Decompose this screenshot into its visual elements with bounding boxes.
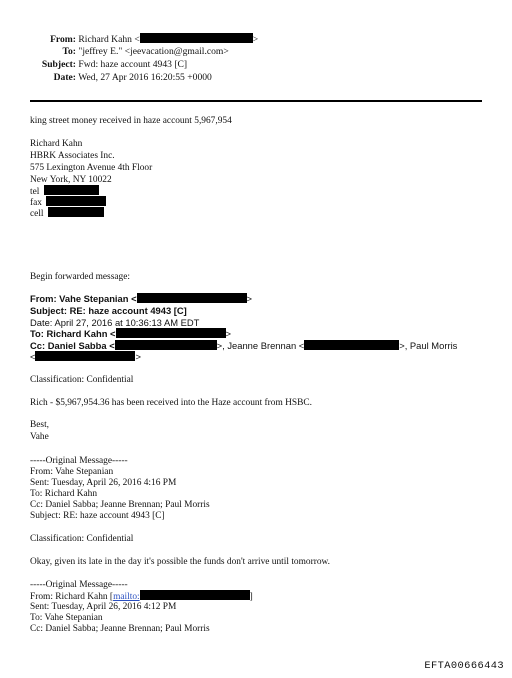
fwd-closing: Best, — [30, 420, 50, 430]
fwd-cc-mid2: >, Paul Morris — [399, 340, 458, 351]
signature-address2: New York, NY 10022 — [30, 175, 112, 185]
redaction-box — [137, 293, 247, 303]
orig2-cc: Cc: Daniel Sabba; Jeanne Brennan; Paul Morris — [30, 624, 210, 634]
signature-cell-label: cell — [30, 209, 44, 219]
signature-company: HBRK Associates Inc. — [30, 151, 115, 161]
fwd-cc-mid1: >, Jeanne Brennan < — [216, 340, 305, 351]
fwd-from-line — [30, 293, 252, 304]
fwd-from-close: > — [246, 293, 253, 304]
signature-cell — [30, 207, 104, 220]
forwarded-label: Begin forwarded message: — [30, 272, 130, 282]
redaction-box — [35, 351, 135, 361]
orig1-sent: Sent: Tuesday, April 26, 2016 4:16 PM — [30, 478, 177, 488]
orig1-divider: -----Original Message----- — [30, 456, 128, 466]
fwd-cc-wrap — [30, 351, 141, 362]
orig2-from-close: ] — [249, 592, 253, 602]
signature-fax-label: fax — [30, 198, 42, 208]
header-to-value: "jeffrey E." <jeevacation@gmail.com> — [78, 46, 229, 57]
mailto-link[interactable]: mailto: — [113, 592, 140, 602]
header-from-value: Richard Kahn < — [78, 34, 140, 45]
orig2-divider: -----Original Message----- — [30, 580, 128, 590]
orig2-from-prefix: From: Richard Kahn [ — [30, 592, 114, 602]
header-divider — [30, 100, 482, 102]
header-to-label: To: — [62, 46, 76, 57]
fwd-subject-line: Subject: RE: haze account 4943 [C] — [30, 305, 187, 316]
orig1-message: Okay, given its late in the day it's possible the funds don't arrive until tomorrow. — [30, 557, 331, 567]
fwd-cc-wrap-close: > — [135, 351, 141, 362]
redaction-box — [140, 590, 250, 600]
intro-text: king street money received in haze account 5,967,954 — [30, 116, 232, 126]
fwd-to-close: > — [225, 328, 231, 339]
orig2-to: To: Vahe Stepanian — [30, 613, 103, 623]
header-date-row — [0, 72, 260, 84]
header-from-row — [0, 33, 260, 46]
fwd-to-line — [30, 328, 231, 339]
email-header — [0, 33, 300, 93]
header-from-label: From: — [50, 34, 76, 45]
redaction-box — [304, 340, 399, 350]
header-date-value: Wed, 27 Apr 2016 16:20:55 +0000 — [78, 72, 212, 83]
redaction-box — [116, 328, 226, 338]
header-from-close: > — [252, 34, 259, 45]
signature-tel-label: tel — [30, 187, 40, 197]
fwd-from-text: From: Vahe Stepanian < — [30, 293, 137, 304]
fwd-cc-line — [30, 340, 457, 351]
redaction-box — [115, 340, 217, 350]
header-date-label: Date: — [53, 72, 76, 83]
header-subject-label: Subject: — [41, 59, 76, 70]
orig2-sent: Sent: Tuesday, April 26, 2016 4:12 PM — [30, 602, 177, 612]
fwd-cc-text: Cc: Daniel Sabba < — [30, 340, 115, 351]
header-subject-row — [0, 59, 260, 71]
fwd-classification: Classification: Confidential — [30, 375, 134, 385]
orig1-from: From: Vahe Stepanian — [30, 467, 114, 477]
header-subject-value: Fwd: haze account 4943 [C] — [78, 59, 188, 70]
orig1-classification: Classification: Confidential — [30, 534, 134, 544]
signature-address1: 575 Lexington Avenue 4th Floor — [30, 163, 153, 173]
redaction-box — [44, 185, 99, 195]
fwd-to-text: To: Richard Kahn < — [30, 328, 116, 339]
fwd-sender: Vahe — [30, 432, 49, 442]
signature-name: Richard Kahn — [30, 139, 83, 149]
redaction-box — [48, 207, 104, 217]
orig1-subject: Subject: RE: haze account 4943 [C] — [30, 511, 165, 521]
header-to-row — [0, 46, 260, 58]
fwd-cc-wrap-open: < — [30, 351, 36, 362]
document-id: EFTA00666443 — [424, 660, 504, 672]
redaction-box — [140, 33, 253, 43]
orig1-cc: Cc: Daniel Sabba; Jeanne Brennan; Paul Morris — [30, 500, 210, 510]
orig1-to: To: Richard Kahn — [30, 489, 98, 499]
fwd-date-line: Date: April 27, 2016 at 10:36:13 AM EDT — [30, 317, 200, 328]
redaction-box — [46, 196, 106, 206]
fwd-message: Rich - $5,967,954.36 has been received into the Haze account from HSBC. — [30, 398, 312, 408]
